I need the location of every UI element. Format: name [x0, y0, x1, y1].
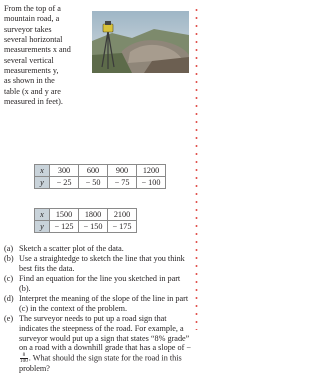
x-cell: 2100: [108, 209, 137, 221]
problem-intro: [4, 4, 92, 107]
fraction-denominator: 100: [20, 358, 28, 365]
intro-line: surveyor takes: [4, 24, 52, 34]
question-text: Find an equation for the line you sketched in part (b).: [19, 274, 181, 293]
question-text: Interpret the meaning of the slope of the line in part (c) in the context of the problem.: [19, 294, 189, 313]
question-text-part: The surveyor needs to put up a road sign that indicates the steepness of the road. For example, a surveyor would put up a sign that states “8% grade” on a road with a downhill grade that has a slope of −: [19, 314, 191, 353]
question-label: (e): [4, 314, 14, 324]
x-cell: 600: [79, 165, 108, 177]
question-text-part: . What should the sign state for the road in this problem?: [19, 353, 182, 374]
question-text: [19, 314, 192, 374]
x-cell: 1200: [137, 165, 166, 177]
y-cell: − 125: [50, 221, 79, 233]
y-cell: − 100: [137, 177, 166, 189]
intro-line: measurements x and: [4, 45, 71, 55]
y-cell: − 75: [108, 177, 137, 189]
intro-line: measurements y,: [4, 66, 59, 76]
x-cell: 300: [50, 165, 79, 177]
intro-line: mountain road, a: [4, 14, 60, 24]
surveyor-photo: [92, 11, 189, 73]
question-a: [4, 244, 192, 254]
table-row: [35, 221, 137, 233]
table-row: [35, 177, 166, 189]
question-d: [4, 294, 192, 313]
intro-line: From the top of a: [4, 4, 61, 13]
question-c: [4, 274, 192, 293]
question-e: [4, 314, 192, 374]
question-label: (b): [4, 254, 14, 264]
x-cell: 1500: [50, 209, 79, 221]
question-label: (c): [4, 274, 14, 284]
intro-line: several horizontal: [4, 35, 63, 45]
question-text: Sketch a scatter plot of the data.: [19, 244, 124, 253]
x-cell: 900: [108, 165, 137, 177]
question-label: (d): [4, 294, 14, 304]
question-text: Use a straightedge to sketch the line that you think best fits the data.: [19, 254, 185, 273]
y-header: y: [35, 177, 50, 189]
x-header: x: [35, 165, 50, 177]
question-list: [4, 244, 192, 374]
intro-line: table (x and y are: [4, 86, 61, 96]
table-row: [35, 209, 137, 221]
slope-fraction: [20, 353, 28, 364]
intro-line: measured in feet).: [4, 97, 63, 107]
question-label: (a): [4, 244, 14, 253]
data-table-2: [34, 208, 137, 233]
data-table-1: [34, 164, 166, 189]
x-cell: 1800: [79, 209, 108, 221]
y-cell: − 25: [50, 177, 79, 189]
y-cell: − 175: [108, 221, 137, 233]
question-b: [4, 254, 192, 273]
intro-line: several vertical: [4, 55, 54, 65]
y-cell: − 50: [79, 177, 108, 189]
page-margin-dots: [195, 6, 198, 330]
table-row: [35, 165, 166, 177]
y-header: y: [35, 221, 50, 233]
x-header: x: [35, 209, 50, 221]
intro-line: as shown in the: [4, 76, 55, 86]
fraction-numerator: 8: [20, 353, 28, 359]
y-cell: − 150: [79, 221, 108, 233]
